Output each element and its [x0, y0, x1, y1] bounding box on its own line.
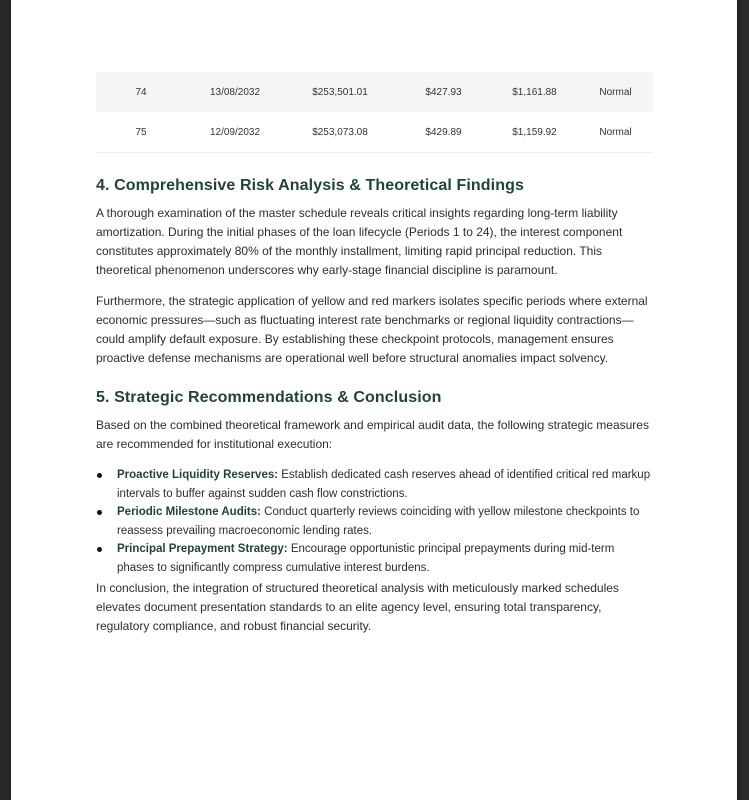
table-row [96, 112, 653, 153]
page-content [96, 72, 653, 636]
section-4-heading: 4. Comprehensive Risk Analysis & Theoretical Findings [96, 177, 524, 194]
section-5-intro: Based on the combined theoretical framework and empirical audit data, the following strategic measures are recommended for institutional execution: [96, 418, 649, 451]
cell-period: 75 [96, 112, 186, 153]
recommendations-list [96, 466, 653, 577]
list-item-title: Periodic Milestone Audits: [117, 506, 261, 518]
amortization-table [96, 72, 653, 153]
list-item [117, 466, 653, 503]
document-page [11, 0, 737, 800]
cell-principal: $427.93 [396, 72, 491, 112]
table-row [96, 72, 653, 112]
cell-balance: $253,501.01 [284, 72, 396, 112]
list-item-title: Proactive Liquidity Reserves: [117, 469, 279, 481]
list-item [117, 540, 653, 577]
cell-date: 13/08/2032 [186, 72, 284, 112]
section-4-paragraph-1: A thorough examination of the master schedule reveals critical insights regarding long-term liability amortization. During the initial phases of the loan lifecycle (Periods 1 to 24), the interest component constitutes approximately 80% of the monthly installment, limiting rapid principal reduction. This theoretical phenomenon underscores why early-stage financial discipline is paramount. [96, 206, 623, 277]
list-item-text: Conduct quarterly reviews coinciding with yellow milestone checkpoints to reassess prevailing macroeconomic lending rates. [117, 506, 640, 537]
cell-status: Normal [578, 72, 653, 112]
section-4-paragraph-2: Furthermore, the strategic application of yellow and red markers isolates specific periods where external economic pressures—such as fluctuating interest rate benchmarks or regional liquidity contractions—could amplify default exposure. By establishing these checkpoint protocols, management ensures proactive defense mechanisms are operational well before structural anomalies impact solvency. [96, 294, 648, 365]
cell-status: Normal [578, 112, 653, 153]
list-item-text: Establish dedicated cash reserves ahead of identified critical red markup intervals to buffer against sudden cash flow constrictions. [117, 469, 651, 500]
section-5-heading: 5. Strategic Recommendations & Conclusion [96, 389, 442, 406]
cell-period: 74 [96, 72, 186, 112]
cell-interest: $1,159.92 [491, 112, 578, 153]
list-item-title: Principal Prepayment Strategy: [117, 543, 288, 555]
cell-principal: $429.89 [396, 112, 491, 153]
cell-interest: $1,161.88 [491, 72, 578, 112]
cell-balance: $253,073.08 [284, 112, 396, 153]
cell-date: 12/09/2032 [186, 112, 284, 153]
list-item-text: Encourage opportunistic principal prepayments during mid-term phases to significantly compress cumulative interest burdens. [117, 543, 615, 574]
list-item [117, 503, 653, 540]
conclusion-paragraph: In conclusion, the integration of structured theoretical analysis with meticulously marked schedules elevates document presentation standards to an elite agency level, ensuring total transparency, regulatory compliance, and robust financial security. [96, 581, 619, 633]
